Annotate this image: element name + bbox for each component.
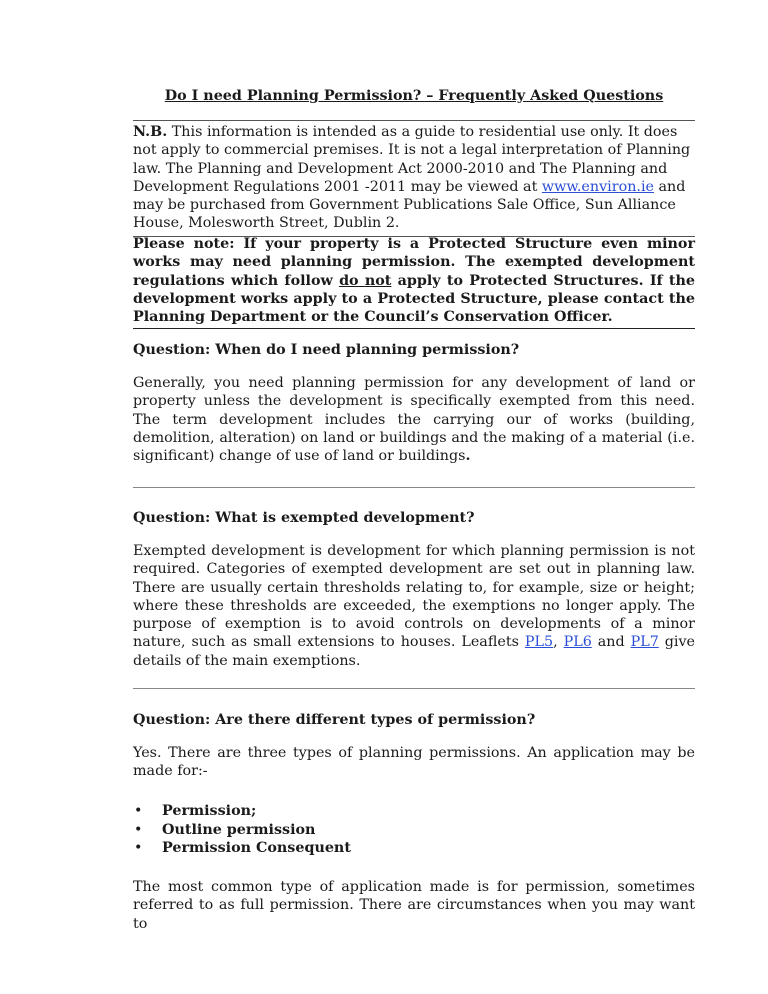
list-item: • Permission; <box>133 802 351 821</box>
pl5-link[interactable]: PL5 <box>524 634 554 651</box>
nb-disclaimer-text: N.B. This information is intended as a guide to residential use only. It does not apply to commercial premises. It is not a legal interpretation of Planning law. The Planning and Development Act 2000-2010 and The Planning and Development Regulations 2001 -2011 may be viewed at www.environ.ie and may be purchased from Government Publications Sale Office, Sun Alliance House, Molesworth Street, Dublin 2. <box>133 124 691 232</box>
environ-link[interactable]: www.environ.ie <box>541 178 654 195</box>
do-not-emphasis: do not <box>339 272 392 289</box>
question-3-intro: Yes. There are three types of planning permissions. An application may be made for:- <box>133 745 695 780</box>
question-1-heading: Question: When do I need planning permission? <box>133 342 520 358</box>
protected-structure-note <box>133 235 695 329</box>
question-1-answer: Generally, you need planning permission for any development of land or property unless the development is specifically exempted from this need. The term development includes the carrying our of works (building, demolition, alteration) on land or buildings and the making of a material (i.e. significant) change of use of land or buildings. <box>133 375 695 465</box>
list-item: • Permission Consequent <box>133 839 351 858</box>
page-title: Do I need Planning Permission? – Frequently Asked Questions <box>164 88 664 104</box>
question-2-answer: Exempted development is development for which planning permission is not required. Categories of exempted development are set out in planning law. There are usually certain thresholds relating to, for example, size or height; where these thresholds are exceeded, the exemptions no longer apply. The purpose of exemption is to avoid controls on developments of a minor nature, such as small extensions to houses. Leaflets PL5, PL6 and PL7 give details of the main exemptions. <box>133 543 696 669</box>
pl7-link[interactable]: PL7 <box>630 634 659 651</box>
section-divider <box>133 487 695 488</box>
question-2-heading: Question: What is exempted development? <box>133 510 475 526</box>
nb-disclaimer-box <box>133 120 695 237</box>
pl6-link[interactable]: PL6 <box>563 634 592 651</box>
protected-structure-note-text: Please note: If your property is a Protected Structure even minor works may need planning permission. The exempted development regulations which follow do not apply to Protected Structures. If the development works apply to a Protected Structure, please contact the Planning Department or the Council’s Conservation Officer. <box>133 236 695 326</box>
list-item: • Outline permission <box>133 821 351 840</box>
question-3-answer: The most common type of application made is for permission, sometimes referred to as full permission. There are circumstances when you may want to <box>133 879 695 932</box>
section-divider <box>133 688 695 689</box>
permission-types-list <box>133 802 351 858</box>
question-3-heading: Question: Are there different types of permission? <box>133 712 536 728</box>
nb-label: N.B. <box>133 124 168 140</box>
